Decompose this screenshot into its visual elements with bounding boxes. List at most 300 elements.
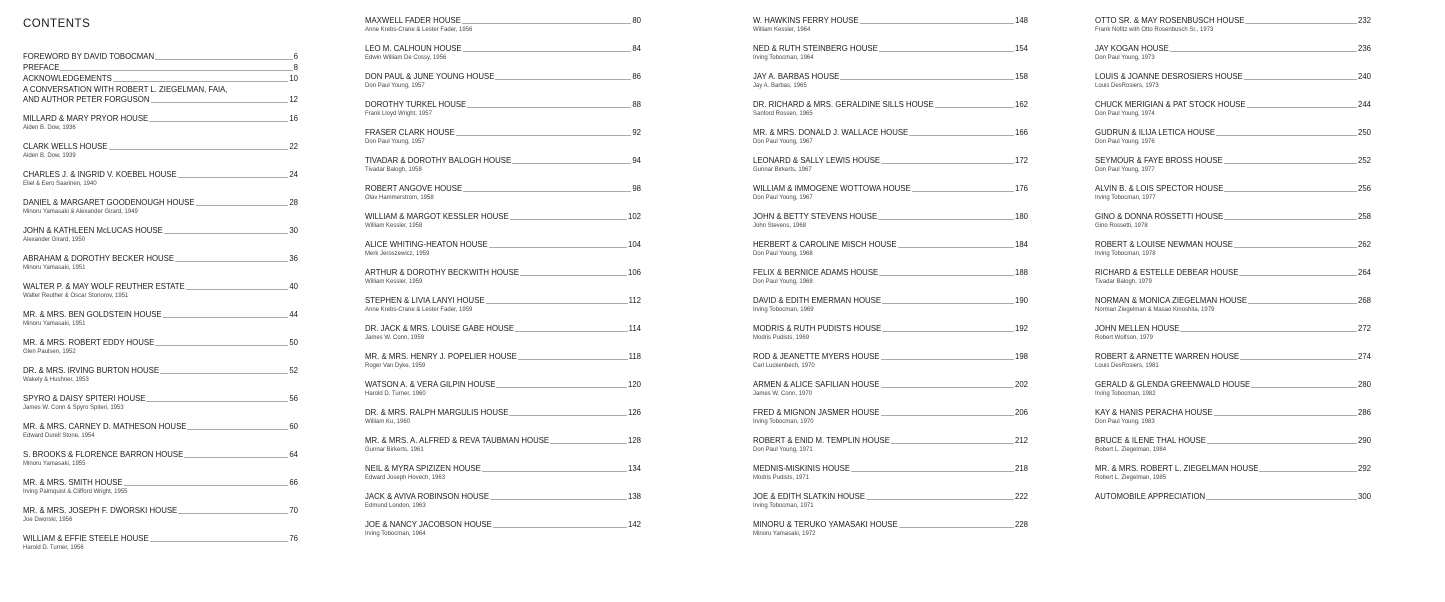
toc-entry-architect: Frank Lloyd Wright, 1957 (365, 111, 432, 117)
toc-entry (753, 408, 1028, 427)
toc-entry-title: MR. & MRS. ROBERT EDDY HOUSE (23, 338, 155, 347)
toc-entry-page: 148 (1014, 16, 1028, 25)
toc-column-2 (365, 16, 641, 548)
toc-entry-page: 154 (1014, 44, 1028, 53)
toc-entry-line (1095, 268, 1371, 278)
toc-entry-page: 106 (627, 268, 641, 277)
dot-leader (882, 331, 1014, 332)
toc-entry-page: 286 (1357, 408, 1371, 417)
toc-entry-architect: Irving Tobocman, 1964 (365, 531, 426, 537)
toc-entry-architect: Alexander Girard, 1950 (23, 237, 86, 243)
dot-leader (515, 331, 628, 332)
toc-entry-page: 56 (289, 394, 298, 403)
toc-entry-title: OTTO SR. & MAY ROSENBUSCH HOUSE (1095, 16, 1245, 25)
dot-leader (1214, 415, 1357, 416)
toc-entry-page: 142 (627, 520, 641, 529)
toc-entry-line (1095, 408, 1371, 418)
toc-entry-line (753, 128, 1028, 138)
toc-entry-line (753, 436, 1028, 446)
toc-entry-page: 50 (289, 338, 298, 347)
toc-entry-architect: Irving Tobocman, 1977 (1095, 195, 1156, 201)
dot-leader (160, 373, 288, 374)
dot-leader (150, 541, 289, 542)
entries (23, 52, 298, 553)
toc-entry-architect: Minoru Yamasaki, 1951 (23, 265, 86, 271)
toc-entry (23, 310, 298, 329)
toc-entry-architect: Don Paul Young, 1967 (753, 195, 813, 201)
toc-entry-title: BRUCE & ILENE THAL HOUSE (1095, 436, 1206, 445)
toc-entry-line (23, 394, 298, 404)
toc-entry-architect: Olav Hammerstrom, 1958 (365, 195, 434, 201)
toc-entry (365, 520, 641, 539)
toc-entry-page: 30 (289, 226, 298, 235)
toc-entry (23, 85, 298, 105)
toc-entry-architect: Irving Tobocman, 1970 (753, 419, 814, 425)
toc-entry-title: MR. & MRS. CARNEY D. MATHESON HOUSE (23, 422, 187, 431)
toc-entry-page: 24 (289, 170, 298, 179)
dot-leader (164, 233, 289, 234)
toc-entry-architect: Wakely & Hushner, 1953 (23, 377, 89, 383)
toc-entry-title: W. HAWKINS FERRY HOUSE (753, 16, 859, 25)
toc-entry-architect: Don Paul Young, 1976 (1095, 139, 1155, 145)
toc-entry-line (753, 184, 1028, 194)
toc-entry-architect: Minoru Yamasaki, 1955 (23, 461, 86, 467)
toc-entry-page: 190 (1014, 296, 1028, 305)
toc-entry-title: PREFACE (23, 63, 60, 72)
toc-entry (23, 170, 298, 189)
toc-entry-page: 98 (632, 184, 641, 193)
toc-entry-page: 112 (628, 296, 641, 305)
toc-entry-architect: Minoru Yamasaki & Alexander Girard, 1949 (23, 209, 138, 215)
entries (365, 16, 641, 539)
toc-entry-page: 22 (289, 142, 298, 151)
dot-leader (124, 485, 289, 486)
toc-entry-title: DR. JACK & MRS. LOUISE GABE HOUSE (365, 324, 515, 333)
toc-entry-architect: Sanford Rossen, 1965 (753, 111, 813, 117)
toc-entry-title: MR. & MRS. DONALD J. WALLACE HOUSE (753, 128, 909, 137)
toc-entry (753, 296, 1028, 315)
dot-leader (510, 219, 627, 220)
toc-entry-page: 198 (1014, 352, 1028, 361)
dot-leader (462, 23, 631, 24)
toc-entry (1095, 436, 1371, 455)
toc-entry-line (365, 184, 641, 194)
dot-leader (187, 429, 288, 430)
toc-entry-line (1095, 380, 1371, 390)
toc-entry-architect: Walter Reuther & Oscar Stonorov, 1951 (23, 293, 129, 299)
toc-entry-title: LEONARD & SALLY LEWIS HOUSE (753, 156, 881, 165)
toc-entry (1095, 296, 1371, 315)
toc-entry-line (365, 128, 641, 138)
toc-entry-title: HERBERT & CAROLINE MISCH HOUSE (753, 240, 897, 249)
toc-entry-architect: James W. Conn, 1959 (365, 335, 425, 341)
toc-entry-page: 290 (1357, 436, 1371, 445)
toc-entry (365, 16, 641, 35)
dot-leader (912, 191, 1014, 192)
toc-entry (753, 44, 1028, 63)
toc-entry-page: 16 (289, 114, 298, 123)
dot-leader (518, 359, 628, 360)
dot-leader (155, 59, 293, 60)
toc-entry-page: 268 (1357, 296, 1371, 305)
toc-entry-page: 40 (289, 282, 298, 291)
dot-leader (1244, 79, 1357, 80)
toc-entry-architect: Don Paul Young, 1973 (1095, 55, 1155, 61)
toc-entry-page: 86 (632, 72, 641, 81)
toc-entry-title: GINO & DONNA ROSSETTI HOUSE (1095, 212, 1224, 221)
toc-entry-title: ROBERT ANGOVE HOUSE (365, 184, 463, 193)
toc-entry (1095, 240, 1371, 259)
toc-entry-architect: Anne Krebs-Crane & Lester Fader, 1959 (365, 307, 473, 313)
dot-leader (851, 471, 1014, 472)
toc-column-3 (753, 16, 1028, 548)
toc-entry-page: 176 (1014, 184, 1028, 193)
toc-entry-architect: Alden B. Dow, 1939 (23, 153, 76, 159)
toc-entry-page: 80 (632, 16, 641, 25)
toc-entry-architect: Tivadar Balogh, 1958 (365, 167, 422, 173)
toc-entry (1095, 156, 1371, 175)
toc-entry-line (23, 310, 298, 320)
toc-entry-architect: Don Paul Young, 1968 (753, 279, 813, 285)
toc-entry-title: ALVIN B. & LOIS SPECTOR HOUSE (1095, 184, 1224, 193)
toc-entry-title: JACK & AVIVA ROBINSON HOUSE (365, 492, 490, 501)
dot-leader (1239, 275, 1357, 276)
dot-leader (467, 107, 631, 108)
toc-entry-architect: Carl Luckenbech, 1970 (753, 363, 815, 369)
toc-entry-line (365, 212, 641, 222)
dot-leader (1240, 359, 1357, 360)
toc-entry-line (1095, 240, 1371, 250)
toc-entry-line (753, 268, 1028, 278)
toc-entry-line (23, 198, 298, 208)
toc-entry-title: ACKNOWLEDGEMENTS (23, 74, 112, 83)
toc-entry (23, 422, 298, 441)
toc-entry-line (365, 408, 641, 418)
toc-entry-line (23, 534, 298, 544)
toc-entry-title: ROBERT & ARNETTE WARREN HOUSE (1095, 352, 1240, 361)
toc-entry-architect: Robert Wolfson, 1979 (1095, 335, 1153, 341)
dot-leader (490, 499, 627, 500)
dot-leader (146, 401, 288, 402)
dot-leader (496, 387, 627, 388)
toc-entry-architect: Edmund London, 1963 (365, 503, 426, 509)
dot-leader (495, 79, 631, 80)
toc-entry-title: AND AUTHOR PETER FORGUSON (23, 95, 150, 104)
dot-leader (866, 499, 1014, 500)
toc-entry-title: TIVADAR & DOROTHY BALOGH HOUSE (365, 156, 512, 165)
dot-leader (109, 149, 289, 150)
toc-entry-page: 252 (1357, 156, 1371, 165)
dot-leader (1247, 107, 1357, 108)
toc-entry-page: 244 (1357, 100, 1371, 109)
toc-entry (1095, 408, 1371, 427)
toc-entry-title: JOHN MELLEN HOUSE (1095, 324, 1180, 333)
dot-leader (891, 443, 1014, 444)
dot-leader (878, 219, 1014, 220)
dot-leader (1216, 135, 1357, 136)
toc-entry-line (23, 478, 298, 488)
toc-entry-architect: Frank Nofitz with Otto Rosenbusch Sr., 1973 (1095, 27, 1214, 33)
toc-entry-page: 118 (628, 352, 641, 361)
toc-entry-page: 52 (289, 366, 298, 375)
toc-entry-page: 70 (289, 506, 298, 515)
toc-entry-title: WALTER P. & MAY WOLF REUTHER ESTATE (23, 282, 185, 291)
dot-leader (840, 79, 1014, 80)
toc-entry (753, 268, 1028, 287)
toc-entry-line (365, 380, 641, 390)
toc-entry-line (753, 212, 1028, 222)
toc-entry-title: CHUCK MERIGIAN & PAT STOCK HOUSE (1095, 100, 1246, 109)
toc-entry-line (753, 16, 1028, 26)
toc-entry-title: WILLIAM & IMMOGENE WOTTOWA HOUSE (753, 184, 911, 193)
toc-entry-architect: William Kessler, 1958 (365, 223, 423, 229)
toc-entry (23, 478, 298, 497)
toc-entry-page: 94 (632, 156, 641, 165)
toc-entry-page: 262 (1357, 240, 1371, 249)
toc-entry (753, 156, 1028, 175)
dot-leader (493, 527, 627, 528)
toc-entry-page: 120 (627, 380, 641, 389)
dot-leader (881, 163, 1014, 164)
toc-entry-page: 102 (627, 212, 641, 221)
toc-entry (365, 408, 641, 427)
dot-leader (463, 51, 632, 52)
toc-entry-architect: William Ku, 1960 (365, 419, 411, 425)
toc-entry (23, 534, 298, 553)
dot-leader (482, 471, 627, 472)
toc-entry (23, 198, 298, 217)
toc-entry-architect: William Kessler, 1959 (365, 279, 423, 285)
toc-entry-architect: Harold D. Turner, 1956 (23, 545, 84, 551)
toc-entry-title: ROD & JEANETTE MYERS HOUSE (753, 352, 880, 361)
toc-entry-line (365, 296, 641, 306)
dot-leader (882, 303, 1014, 304)
toc-entry-architect: Merk Jeroszewicz, 1959 (365, 251, 430, 257)
toc-entry-page: 274 (1357, 352, 1371, 361)
toc-entry-page: 202 (1014, 380, 1028, 389)
dot-leader (113, 81, 289, 82)
toc-entry (753, 16, 1028, 35)
toc-entry-page: 212 (1014, 436, 1028, 445)
toc-entry-title: NORMAN & MONICA ZIEGELMAN HOUSE (1095, 296, 1248, 305)
toc-entry-page: 8 (293, 63, 298, 72)
toc-entry (365, 128, 641, 147)
toc-entry-title: NED & RUTH STEINBERG HOUSE (753, 44, 878, 53)
toc-entry-title: DANIEL & MARGARET GOODENOUGH HOUSE (23, 198, 195, 207)
toc-entry-architect: Edward Joseph Hovech, 1963 (365, 475, 446, 481)
toc-entry-architect: William Kessler, 1964 (753, 27, 811, 33)
dot-leader (879, 275, 1014, 276)
toc-entry-line (753, 296, 1028, 306)
toc-entry-line (365, 324, 641, 334)
dot-leader (456, 135, 632, 136)
dot-leader (1206, 499, 1357, 500)
toc-entry-line (23, 52, 298, 62)
toc-entry (23, 254, 298, 273)
toc-entry-title: STEPHEN & LIVIA LANYI HOUSE (365, 296, 485, 305)
toc-entry (23, 282, 298, 301)
toc-entry (365, 436, 641, 455)
toc-entry-title: JOHN & BETTY STEVENS HOUSE (753, 212, 878, 221)
toc-entry-line (365, 268, 641, 278)
dot-leader (1259, 471, 1357, 472)
toc-entry (753, 352, 1028, 371)
toc-entry (753, 380, 1028, 399)
toc-entry-architect: Minoru Yamasaki, 1972 (753, 531, 816, 537)
toc-entry-line (1095, 156, 1371, 166)
toc-entry-page: 88 (632, 100, 641, 109)
toc-entry-title: DON PAUL & JUNE YOUNG HOUSE (365, 72, 495, 81)
toc-entry-title: NEIL & MYRA SPIZIZEN HOUSE (365, 464, 481, 473)
toc-entry-line (23, 450, 298, 460)
toc-entry-architect: Don Paul Young, 1968 (753, 251, 813, 257)
toc-entry-line (23, 254, 298, 264)
toc-entry-page: 232 (1357, 16, 1371, 25)
dot-leader (149, 121, 288, 122)
toc-entry (23, 366, 298, 385)
contents-heading: CONTENTS (23, 18, 91, 30)
toc-entry (1095, 380, 1371, 399)
toc-entry-title: MR. & MRS. BEN GOLDSTEIN HOUSE (23, 310, 162, 319)
toc-entry (365, 296, 641, 315)
dot-leader (881, 359, 1014, 360)
toc-entry-line (23, 170, 298, 180)
toc-entry-page: 192 (1014, 324, 1028, 333)
toc-entry-architect: Irving Tobocman, 1971 (753, 503, 814, 509)
toc-entry (753, 128, 1028, 147)
toc-entry-architect: Don Paul Young, 1971 (753, 447, 813, 453)
toc-entry (753, 72, 1028, 91)
toc-entry-line (365, 72, 641, 82)
dot-leader (881, 387, 1014, 388)
toc-entry-page: 166 (1014, 128, 1028, 137)
toc-entry (23, 63, 298, 73)
toc-entry-title: GERALD & GLENDA GREENWALD HOUSE (1095, 380, 1251, 389)
dot-leader (163, 317, 289, 318)
toc-entry-title: MAXWELL FADER HOUSE (365, 16, 461, 25)
toc-entry-line (1095, 492, 1371, 502)
toc-entry-page: 12 (289, 95, 298, 104)
toc-entry (365, 156, 641, 175)
toc-entry-title: ABRAHAM & DOROTHY BECKER HOUSE (23, 254, 175, 263)
toc-entry (365, 240, 641, 259)
toc-entry-title: MR. & MRS. ROBERT L. ZIEGELMAN HOUSE (1095, 464, 1259, 473)
toc-entry-title: WATSON A. & VERA GILPIN HOUSE (365, 380, 496, 389)
toc-entry-line (1095, 296, 1371, 306)
toc-entry (23, 450, 298, 469)
toc-entry (753, 240, 1028, 259)
dot-leader (489, 247, 627, 248)
toc-entry-architect: Louis DesRosiers, 1981 (1095, 363, 1159, 369)
toc-entry (1095, 184, 1371, 203)
toc-entry-page: 92 (632, 128, 641, 137)
toc-entry-page: 272 (1357, 324, 1371, 333)
toc-entry-architect: Gino Rossetti, 1978 (1095, 223, 1148, 229)
toc-entry-line (1095, 212, 1371, 222)
toc-entry-title: MEDNIS-MISKINIS HOUSE (753, 464, 851, 473)
dot-leader (1224, 219, 1357, 220)
toc-entry-title: KAY & HANIS PERACHA HOUSE (1095, 408, 1213, 417)
toc-entry-title: LEO M. CALHOUN HOUSE (365, 44, 462, 53)
dot-leader (486, 303, 628, 304)
toc-entry-architect: Joe Dworski, 1956 (23, 517, 73, 523)
toc-entry (365, 464, 641, 483)
toc-entry-page: 60 (289, 422, 298, 431)
toc-entry-architect: Modris Pudists, 1971 (753, 475, 810, 481)
toc-entry-title: FRASER CLARK HOUSE (365, 128, 455, 137)
entries (753, 16, 1028, 539)
toc-entry-title: MR. & MRS. JOSEPH F. DWORSKI HOUSE (23, 506, 178, 515)
toc-entry (1095, 128, 1371, 147)
toc-entry-line (1095, 100, 1371, 110)
toc-entry-line (365, 240, 641, 250)
toc-entry-page: 206 (1014, 408, 1028, 417)
toc-entry-page: 76 (289, 534, 298, 543)
toc-entry-title-line: A CONVERSATION WITH ROBERT L. ZIEGELMAN, FAIA, (23, 85, 228, 94)
toc-entry-page: 172 (1014, 156, 1028, 165)
toc-entry-architect: Irving Tobocman, 1964 (753, 55, 814, 61)
dot-leader (899, 527, 1014, 528)
dot-leader (1207, 443, 1357, 444)
toc-entry-page: 6 (293, 52, 298, 61)
toc-entry (365, 100, 641, 119)
toc-column-1 (23, 16, 298, 562)
toc-entry-title: MINORU & TERUKO YAMASAKI HOUSE (753, 520, 898, 529)
toc-entry-page: 138 (627, 492, 641, 501)
toc-entry-architect: Harold D. Turner, 1960 (365, 391, 426, 397)
toc-entry-architect: Irving Palmquist & Clifford Wright, 1955 (23, 489, 128, 495)
dot-leader (879, 51, 1014, 52)
toc-entry-title: DR. & MRS. RALPH MARGULIS HOUSE (365, 408, 509, 417)
toc-entry-title: SPYRO & DAISY SPITERI HOUSE (23, 394, 146, 403)
toc-entry-architect: Glen Paulsen, 1952 (23, 349, 76, 355)
dot-leader (550, 443, 627, 444)
toc-entry-title: GUDRUN & ILIJA LETICA HOUSE (1095, 128, 1216, 137)
toc-entry-line (23, 506, 298, 516)
toc-entry-line (753, 380, 1028, 390)
toc-entry (365, 44, 641, 63)
toc-entry-page: 222 (1014, 492, 1028, 501)
toc-entry (365, 212, 641, 231)
toc-entry-title: ARMEN & ALICE SAFILIAN HOUSE (753, 380, 880, 389)
toc-entry (23, 114, 298, 133)
toc-entry-architect: Louis DesRosiers, 1973 (1095, 83, 1159, 89)
toc-entry-architect: Tivadar Balogh, 1979 (1095, 279, 1152, 285)
toc-entry-architect: Don Paul Young, 1977 (1095, 167, 1155, 173)
toc-entry-page: 184 (1014, 240, 1028, 249)
toc-entry-architect: John Stevens, 1968 (753, 223, 807, 229)
toc-entry-line (23, 142, 298, 152)
toc-entry-title: DOROTHY TURKEL HOUSE (365, 100, 467, 109)
toc-entry-line (1095, 128, 1371, 138)
toc-entry-page: 228 (1014, 520, 1028, 529)
dot-leader (898, 247, 1014, 248)
toc-entry-title: DR. & MRS. IRVING BURTON HOUSE (23, 366, 160, 375)
toc-entry (1095, 352, 1371, 371)
toc-entry-line (23, 366, 298, 376)
toc-entry (753, 324, 1028, 343)
toc-entry (365, 324, 641, 343)
dot-leader (909, 135, 1014, 136)
toc-entry-title: MILLARD & MARY PRYOR HOUSE (23, 114, 149, 123)
toc-entry (365, 352, 641, 371)
dot-leader (186, 289, 289, 290)
toc-entry (753, 184, 1028, 203)
toc-entry-architect: Roger Van Dyke, 1959 (365, 363, 426, 369)
dot-leader (196, 205, 289, 206)
toc-entry-line (753, 156, 1028, 166)
toc-entry-line (753, 100, 1028, 110)
